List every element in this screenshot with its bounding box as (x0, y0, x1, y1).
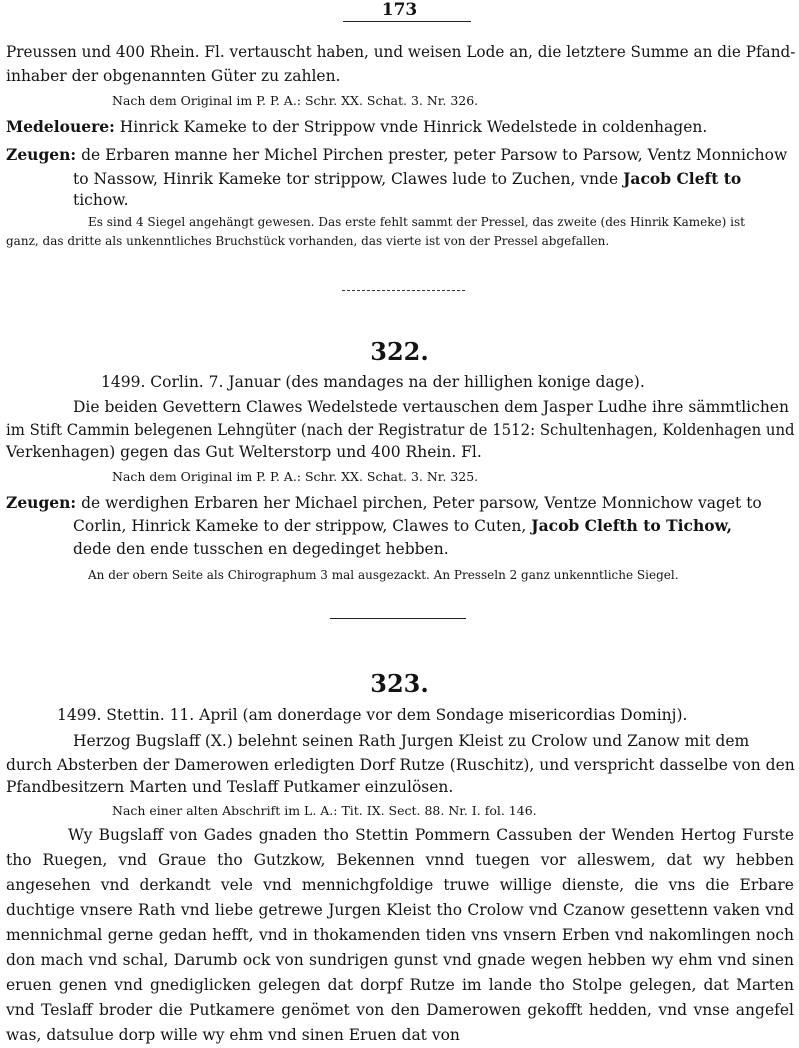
carry-over-witnesses-text-1: de Erbaren manne her Michel Pirchen prester, peter Parsow to Parsow, Ventz Monnichow (81, 146, 788, 164)
carry-over-seal-note-line-2: ganz, das dritte als unkenntliches Bruchstück vorhanden, das vierte ist von der Pressel abgefallen. (6, 234, 610, 248)
carry-over-witnesses-text-2: to Nassow, Hinrik Kameke tor strippow, Clawes lude to Zuchen, vnde (73, 170, 619, 188)
carry-over-witnesses-label: Zeugen: (6, 145, 77, 164)
doc323-summary-line-2: durch Absterben der Damerowen erledigten Dorf Rutze (Ruschitz), und verspricht dasselbe von den (6, 756, 795, 774)
doc323-summary-line-1: Herzog Bugslaff (X.) belehnt seinen Rath Jurgen Kleist zu Crolow und Zanow mit dem (73, 732, 750, 750)
medelovere-label: Medelouere: (6, 117, 115, 136)
page-number-rule (343, 21, 471, 22)
doc322-date-line: 1499. Corlin. 7. Januar (des mandages na der hillighen konige dage). (101, 373, 645, 391)
carry-over-witnesses-line-3: tichow. (73, 191, 129, 209)
medelovere-line (6, 117, 707, 137)
document-number-323: 323. (370, 669, 429, 698)
section-separator-322 (330, 618, 466, 619)
medelovere-text: Hinrick Kameke to der Strippow vnde Hinrick Wedelstede in coldenhagen. (119, 118, 708, 136)
carry-over-witnesses-line-1 (6, 145, 787, 165)
section-separator-321 (342, 290, 465, 291)
doc322-witness-name: Jacob Clefth to Tichow, (531, 516, 733, 535)
doc323-body-text (6, 823, 794, 1048)
doc322-witnesses-text-2: Corlin, Hinrick Kameke to der strippow, Clawes to Cuten, (73, 517, 527, 535)
carry-over-witness-name: Jacob Cleft to (623, 169, 742, 188)
carry-over-source: Nach dem Original im P. P. A.: Schr. XX. Schat. 3. Nr. 326. (112, 93, 479, 108)
doc322-witnesses-label: Zeugen: (6, 493, 77, 512)
doc322-summary-line-1: Die beiden Gevettern Clawes Wedelstede vertauschen dem Jasper Ludhe ihre sämmtlichen (73, 398, 789, 416)
carry-over-text-line-2: inhaber der obgenannten Güter zu zahlen. (6, 67, 341, 85)
doc323-date-line: 1499. Stettin. 11. April (am donerdage vor dem Sondage misericordias Dominj). (57, 706, 688, 724)
doc322-source: Nach dem Original im P. P. A.: Schr. XX. Schat. 3. Nr. 325. (112, 469, 479, 484)
document-number-322: 322. (370, 337, 429, 366)
page-number: 173 (381, 0, 418, 20)
doc323-body-paragraph: Wy Bugslaff von Gades gnaden tho Stettin Pommern Cassuben der Wenden Hertog Furste tho Ruegen, vnd Graue tho Gutzkow, Bekennen vnnd tuegen vor alleswem, dat wy hebben angesehen vnd derkandt vele vnd mennichgfoldige truwe willige dienste, die vns die Erbare duchtige vnsere Rath vnd liebe getrewe Jurgen Kleist tho Crolow vnd Czanow gesettenn vaken vnd mennichmal gerne gedan hefft, vnd in thokamenden tiden vns vnsern Erben vnd nakomlingen noch don mach vnd schal, Darumb ock von sundrigen gunst vnd gnade wegen hebben wy ehm vnd sinen eruen genen vnd gnediglicken gelegen dat dorpf Rutze im lande tho Stolpe gelegen, dat Marten vnd Teslaff broder die Putkamere genömet von den Damerowen gekofft hedden, vnd vnse angefel was, datsulue dorp wille wy ehm vnd sinen Eruen dat von (6, 826, 794, 1044)
carry-over-text-line-1: Preussen und 400 Rhein. Fl. vertauscht haben, und weisen Lode an, die letztere Summe an die Pfand- (6, 43, 796, 61)
doc322-witnesses-text-1: de werdighen Erbaren her Michael pirchen, Peter parsow, Ventze Monnichow vaget to (81, 494, 762, 512)
doc322-summary-line-3: Verkenhagen) gegen das Gut Welterstorp und 400 Rhein. Fl. (6, 443, 482, 461)
doc323-summary-line-3: Pfandbesitzern Marten und Teslaff Putkamer einzulösen. (6, 778, 454, 796)
doc322-witnesses-line-1 (6, 493, 762, 513)
carry-over-witnesses-line-2 (73, 169, 741, 189)
doc322-witnesses-line-3: dede den ende tusschen en degedinget hebben. (73, 540, 449, 558)
doc322-seal-note: An der obern Seite als Chirographum 3 mal ausgezackt. An Presseln 2 ganz unkenntliche Siegel. (88, 568, 679, 582)
carry-over-seal-note-line-1: Es sind 4 Siegel angehängt gewesen. Das erste fehlt sammt der Pressel, das zweite (des Hinrik Kameke) ist (88, 215, 745, 229)
doc322-summary-line-2: im Stift Cammin belegenen Lehngüter (nach der Registratur de 1512: Schultenhagen, Koldenhagen und (6, 421, 795, 439)
doc322-witnesses-line-2 (73, 516, 732, 536)
doc323-source: Nach einer alten Abschrift im L. A.: Tit. IX. Sect. 88. Nr. I. fol. 146. (112, 803, 537, 818)
